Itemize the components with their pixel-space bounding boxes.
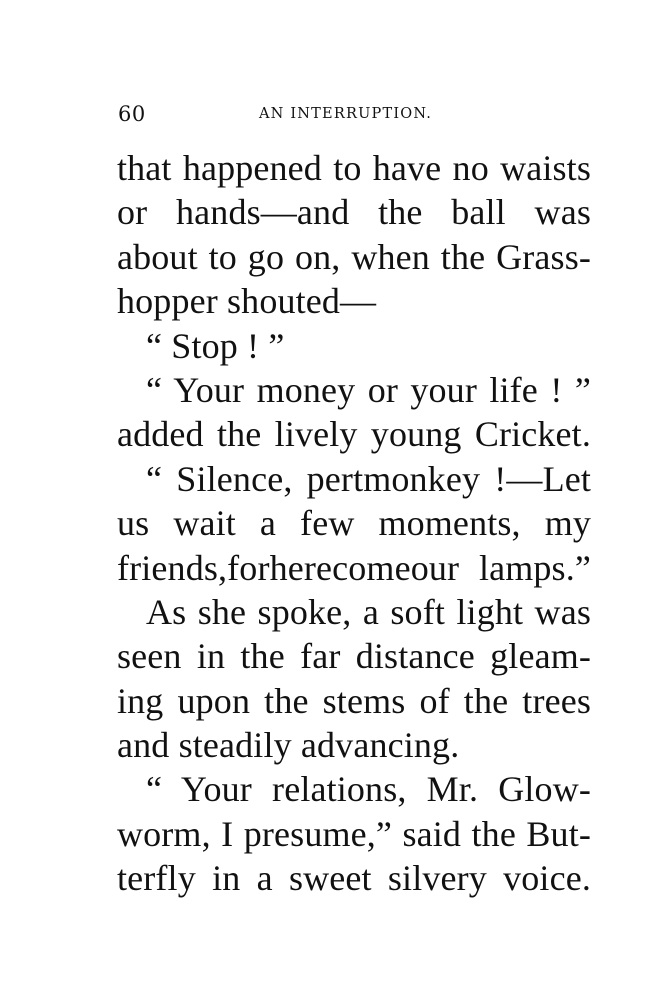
text-line: terfly in a sweet silvery voice. — [117, 858, 591, 899]
text-line: friends,forherecomeour lamps.” — [117, 547, 591, 588]
body-text — [117, 146, 591, 901]
text-line: “ Silence, pertmonkey !—Let — [146, 458, 591, 499]
text-line: that happened to have no waists — [117, 148, 591, 188]
text-line: about to go on, when the Grass- — [117, 236, 591, 277]
text-line: us wait a few moments, my — [117, 503, 591, 544]
text-line: As she spoke, a soft light was — [146, 591, 591, 632]
text-line: added the lively young Cricket. — [117, 414, 591, 455]
text-line: seen in the far distance gleam- — [117, 636, 591, 677]
text-line: or hands—and the ball was — [117, 192, 591, 233]
text-line: worm, I presume,” said the But- — [117, 813, 591, 854]
text-line: ing upon the stems of the trees — [117, 680, 591, 721]
text-line: “ Your relations, Mr. Glow- — [146, 769, 591, 810]
text-line: “ Your money or your life ! ” — [146, 369, 591, 410]
text-line: and steadily advancing. — [117, 725, 460, 766]
running-title: AN INTERRUPTION. — [259, 106, 433, 122]
text-line: “ Stop ! ” — [146, 325, 285, 366]
text-line: hopper shouted— — [117, 281, 377, 322]
running-head — [118, 100, 588, 128]
page-number: 60 — [118, 102, 146, 126]
